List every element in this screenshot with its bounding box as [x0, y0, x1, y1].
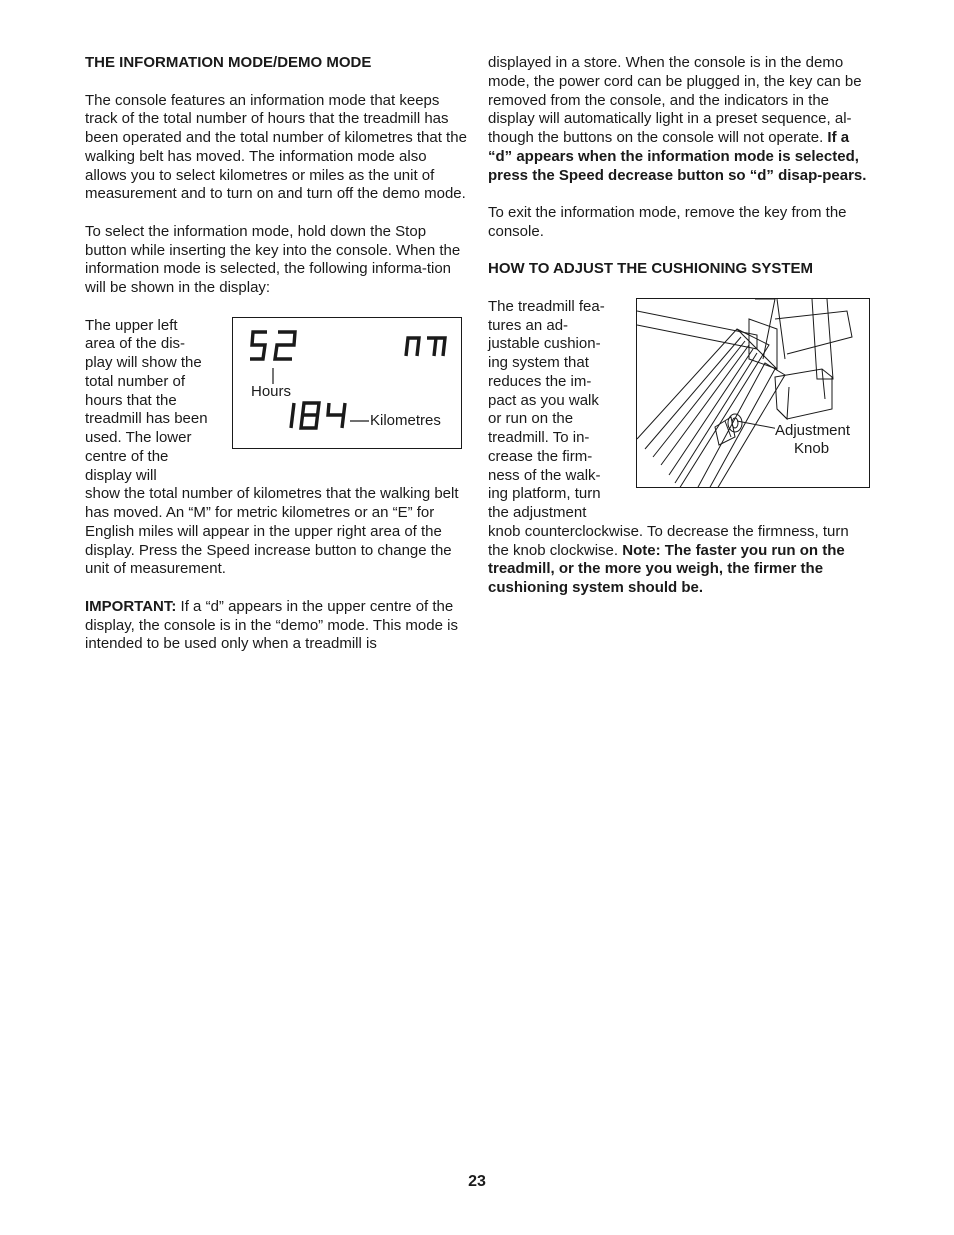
display-explanation-block	[85, 317, 467, 486]
cushioning-explanation-block	[488, 298, 870, 523]
paragraph-cushioning-wrap: The treadmill fea-tures an ad-justable cushion-ing system that reduces the im-pact as you walk or run on the treadmill. To in-crease the firm-ness of the walk-ing platform, turn the adjustment	[488, 297, 605, 521]
kilometres-label: Kilometres	[370, 411, 441, 429]
right-column	[488, 54, 870, 617]
section-heading-cushioning: HOW TO ADJUST THE CUSHIONING SYSTEM	[488, 260, 814, 278]
hours-label: Hours	[251, 382, 292, 400]
cushioning-knob-illustration	[636, 298, 870, 488]
demo-mode-text: displayed in a store. When the console is in the demo mode, the power cord can be plugged in, the key can be removed from the console, and the indicators in the display will automatically light in a preset sequence, al-though the buttons on the console will not operate.	[488, 54, 862, 146]
important-label: IMPORTANT:	[85, 597, 177, 615]
left-column	[85, 54, 467, 673]
treadmill-frame-graphic	[637, 299, 870, 488]
console-display-diagram	[232, 317, 462, 449]
paragraph-information-mode-intro: The console features an information mode that keeps track of the total number of hours that the treadmill has been operated and the total number of kilometres that the walking belt has moved. The information mode also allows you to select kilometres or miles as the unit of measurement and to turn on and turn off the demo mode.	[85, 91, 467, 203]
page-number: 23	[468, 1173, 486, 1190]
demo-mode-bold-note: If a “d” appears when the information mode is selected, press the Speed decrease button so “d” disap-pears.	[488, 129, 867, 184]
important-text: If a “d” appears in the upper centre of the display, the console is in the “demo” mode. This mode is intended to be used only when a treadmill is	[85, 597, 458, 653]
paragraph-display-wrap: The upper left area of the dis-play will show the total number of hours that the treadmill has been used. The lower centre of the display will	[85, 316, 208, 484]
section-heading-information-mode: THE INFORMATION MODE/DEMO MODE	[85, 54, 372, 71]
cushioning-rest-text: knob counterclockwise. To decrease the firmness, turn the knob clockwise.	[488, 522, 849, 559]
paragraph-important-demo	[85, 598, 467, 654]
paragraph-demo-mode-continued	[488, 54, 870, 185]
adjustment-knob-label-line2: Knob	[794, 439, 830, 457]
cushioning-note-bold: Note: The faster you run on the treadmill, or the more you weigh, the firmer the cushioning system should be.	[488, 541, 845, 596]
adjustment-knob-label-line1: Adjustment	[775, 421, 851, 439]
paragraph-select-information-mode: To select the information mode, hold down the Stop button while inserting the key into the console. When the information mode is selected, the following informa-tion will be shown in the display:	[85, 222, 461, 296]
paragraph-cushioning-rest	[488, 523, 870, 598]
paragraph-exit-information-mode: To exit the information mode, remove the key from the console.	[488, 204, 847, 240]
paragraph-display-rest: show the total number of kilometres that the walking belt has moved. An “M” for metric kilometres or an “E” for English miles will appear in the upper right area of the display. Press the Speed increase button to change the unit of measurement.	[85, 485, 459, 578]
